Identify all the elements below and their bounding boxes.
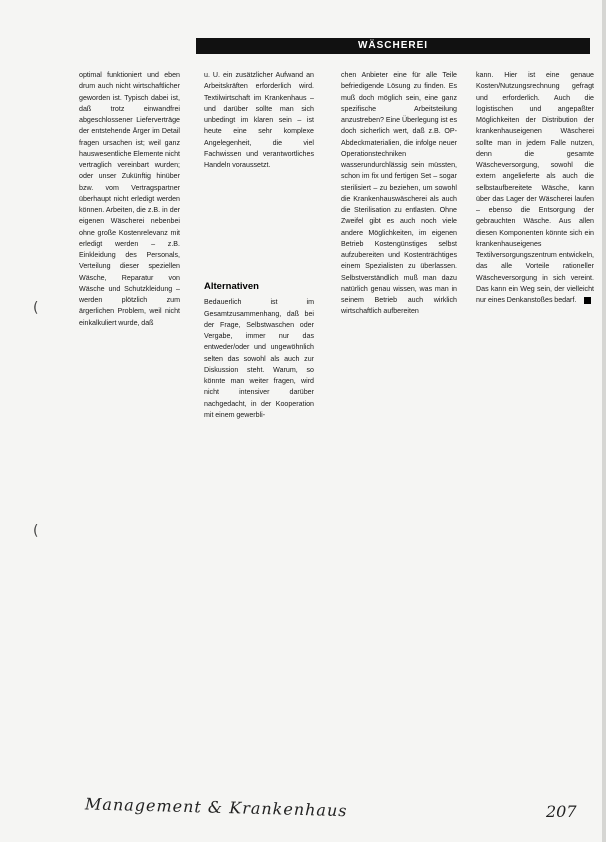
end-of-article-icon xyxy=(584,297,591,304)
text-column-4 xyxy=(476,70,594,306)
section-title: WÄSCHEREI xyxy=(357,40,429,51)
column-4-text: kann. Hier ist eine genaue Kosten/Nutzungsrechnung gefragt und erforderlich. Auch die logistischen und angepaßter Möglichkeiten der Distribution der krankenhauseigenen Wäscherei sollte man in jedem Falle nutzen, denn die gesamte Wäscheversorgung, sowohl die extern angelieferte als auch die selbstaufbereitete Wäsche, kann über das Lager der Wäscherei laufen – ebenso die Entsorgung der gebrauchten Wäsche. Aus allen diesen Komponenten könnte sich ein krankenhauseigenes Textilversorgungszentrum entwickeln, das alle Vorteile rationeller Wäscheversorgung in sich vereint. Das kann ein Weg sein, der vielleicht nur eines Denkanstoßes bedarf. xyxy=(476,71,594,304)
page-edge xyxy=(602,0,606,842)
column-3-paragraph: chen Anbieter eine für alle Teile befriedigende Lösung zu finden. Es muß doch möglich sein, eine ganz spezifische Arbeitsteilung anzustreben? Eine Überlegung ist es doch sicherlich wert, daß z.B. OP-Abdeckmaterialien, die infolge neuer Operationstechniken wasserundurchlässig sein müssten, schon im fix und fertigen Set – sogar sterilisiert – zu beziehen, um sowohl die Krankenhauswäscherei als auch die Sterilisation zu entlasten. Ohne Zweifel gibt es auch noch viele andere Möglichkeiten, im eigenen Betrieb Kostengünstiges selbst aufzubereiten und Kostenträchtiges einem Spezialisten zu überlassen. Selbstverständlich muß man dazu natürlich genau wissen, was man in seinem Betrieb auch wirklich wirtschaftlich aufbereiten xyxy=(341,71,457,316)
column-1-paragraph: optimal funktioniert und eben drum auch nicht wirtschaftlicher geworden ist. Typisch dabei ist, daß trotz einwandfrei abgeschlossener Lieferverträge der entstehende Ärger im Detail fragen ursachen ist; weil ganz hauswesentliche Elemente nicht vertraglich vereinbart wurden; oder unser Zukünftig hinüber bzw. vom Vertragspartner überhaupt nicht erledigt werden können. Arbeiten, die z.B. in der eigenen Wäscherei nebenbei ohne große Kostenrelevanz mit erledigt werden – z.B. Einkleidung des Personals, Verteilung dieser speziellen Wäsche, Reparatur von Wäsche und Schutzkleidung – werden plötzlich zum ärgerlichen Problem, weil nicht einkalkuliert wurde, daß xyxy=(79,71,180,327)
text-column-3 xyxy=(341,70,457,318)
handwritten-note: Management & Krankenhaus xyxy=(84,794,348,821)
text-column-2 xyxy=(204,70,314,421)
column-2-paragraph-after: Bedauerlich ist im Gesamtzusammenhang, daß bei der Frage, Selbstwaschen oder Vergabe, immer nur das entweder/oder und ungewöhnlich selten das sowohl als auch zur Diskussion steht. Warum, so könnte man weiter fragen, wird nicht intensiver darüber nachgedacht, in der Kooperation mit einem gewerbli- xyxy=(204,298,314,419)
column-2-paragraph: u. U. ein zusätzlicher Aufwand an Arbeitskräften erforderlich wird. Textilwirtschaft im Krankenhaus – und darüber sollte man sich unbedingt im klaren sein – ist heute eine sehr komplexe Angelegenheit, die viel Fachwissen und verantwortliches Handeln voraussetzt. xyxy=(204,71,314,169)
punch-hole-icon: ( xyxy=(33,523,39,539)
column-gap xyxy=(204,171,314,281)
section-header xyxy=(196,38,590,54)
handwritten-page-number: 207 xyxy=(546,802,577,821)
punch-hole-icon: ( xyxy=(33,300,39,316)
subheading-alternativen: Alternativen xyxy=(204,281,259,293)
column-4-paragraph xyxy=(476,70,594,306)
text-column-1 xyxy=(79,70,180,329)
